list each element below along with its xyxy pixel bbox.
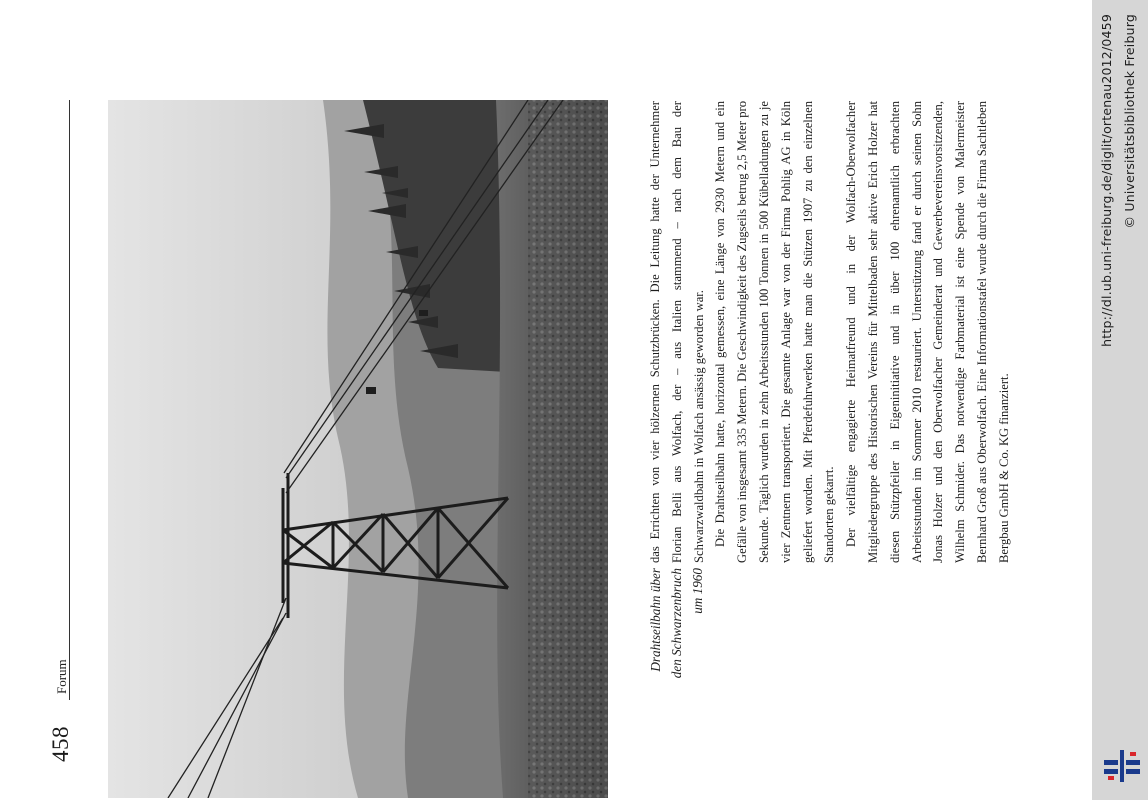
- ub-freiburg-logo-icon: [1100, 748, 1144, 784]
- figure-caption: Drahtseilbahn über den Schwarzenbruch um 1960: [648, 568, 705, 679]
- copyright-notice: [1118, 0, 1142, 800]
- running-head: Forum: [54, 659, 69, 694]
- paragraph: Der vielfältige engagierte Heimatfreund und in der Wolfach-Oberwolfacher Mitgliedergruppe des Historischen Vereins für Mittelbaden sehr aktive Erich Holzer hat diesen Stützpfeiler in Eigeninitiative und in über 100 ehrenamtlich erbrachten Arbeitsstunden im Sommer 2010 restauriert. Unterstützung fand er durch seinen Sohn Jonas Holzer und den Oberwolfacher Gemeinderat und Gewerbevereinsvorsitzenden, Wilhelm Schmider. Das notwendige Farbmaterial ist eine Spende von Malermeister Bernhard Groß aus Oberwolfach. Eine Informationstafel wurde durch die Firma Sachtleben Bergbau GmbH & Co. KG finanziert.: [844, 101, 1011, 563]
- source-url-text[interactable]: http://dl.ub.uni-freiburg.de/diglit/ortenau2012/0459: [1099, 14, 1114, 347]
- source-url-link[interactable]: [1095, 0, 1119, 800]
- library-sidebar: [1092, 0, 1148, 800]
- ropeway-photo-illustration: [108, 100, 608, 798]
- page-number: 458: [48, 726, 73, 762]
- header-rule: [69, 100, 70, 700]
- copyright-text: © Universitätsbibliothek Freiburg: [1122, 14, 1137, 229]
- body-text: [645, 101, 1016, 563]
- paragraph: Die Drahtseilbahn hatte, horizontal gemessen, eine Länge von 2930 Metern und ein Gefälle von insgesamt 335 Metern. Die Geschwindigkeit des Zugseils betrug 2,5 Meter pro Sekunde. Täglich wurden in zehn Arbeitsstunden 100 Tonnen in 500 Kübelladungen zu je vier Zentnern transportiert. Die gesamte Anlage war von der Firma Pohlig AG in Köln geliefert worden. Mit Pferdefuhrwerken hatte man die Stützen 1907 zu den einzelnen Standorten gekarrt.: [713, 101, 837, 563]
- ropeway-photograph: [108, 100, 608, 798]
- paragraph: das Errichten von vier hölzernen Schutzbrücken. Die Leitung hatte der Unternehmer Florian Belli aus Wolfach, der – aus Italien stammend – nach dem Bau der Schwarzwaldbahn in Wolfach ansässig geworden war.: [648, 101, 706, 563]
